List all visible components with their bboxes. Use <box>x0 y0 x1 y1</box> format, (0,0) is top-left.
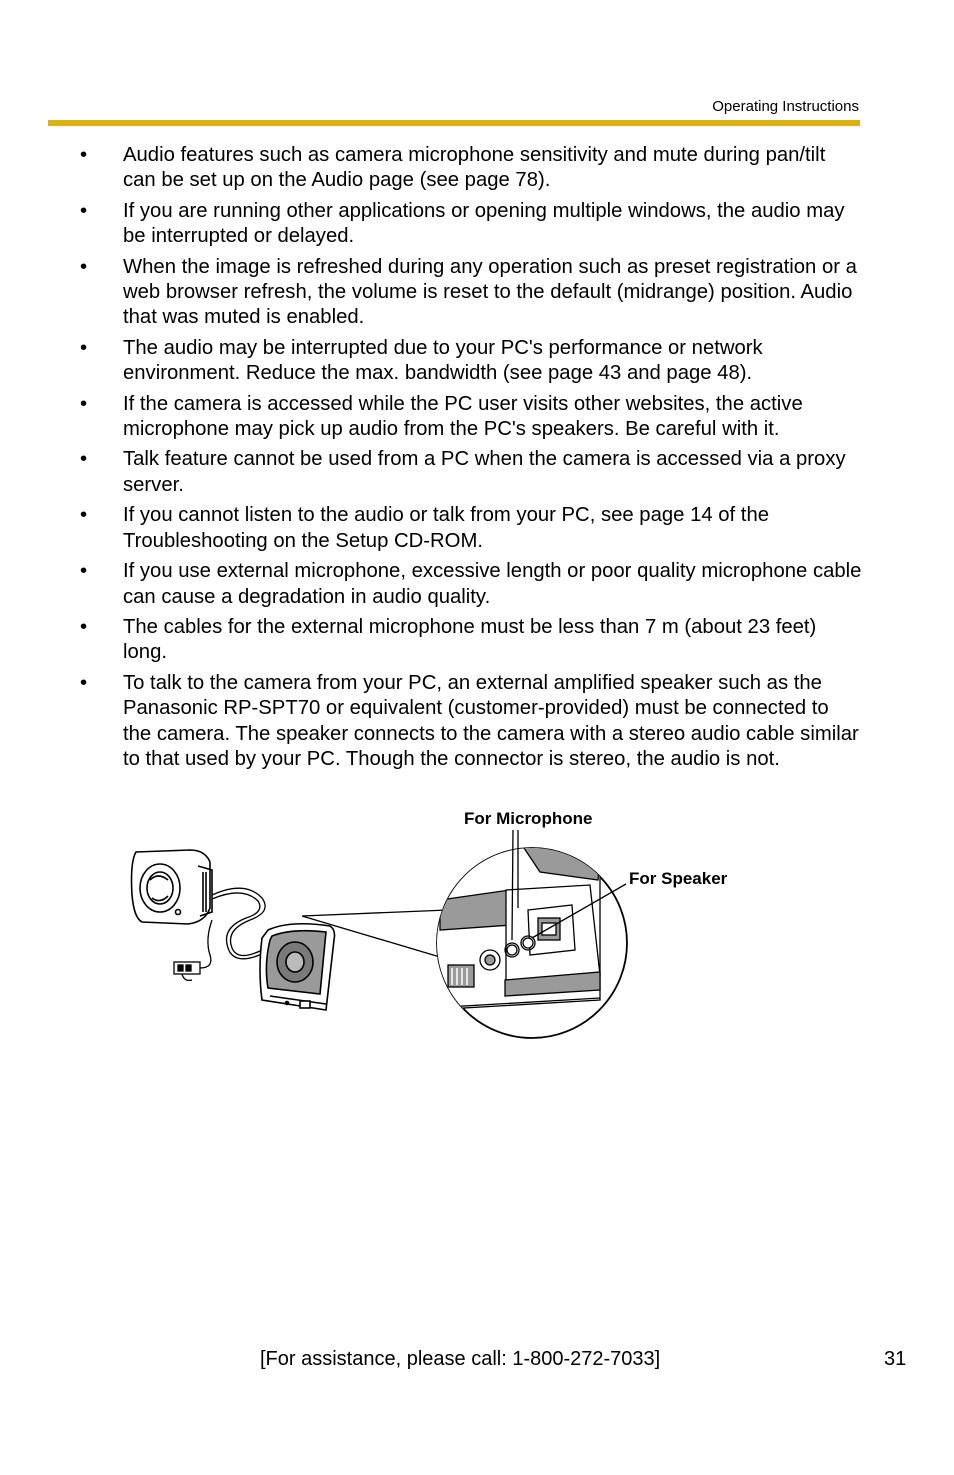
bullet-list <box>0 143 954 777</box>
bullet-text: If you are running other applications or opening multiple windows, the audio may be interrupted or delayed. <box>123 199 845 248</box>
bullet-text: If you cannot listen to the audio or talk from your PC, see page 14 of the Troubleshooting on the Setup CD-ROM. <box>123 504 769 552</box>
bullet-text: To talk to the camera from your PC, an external amplified speaker such as the Panasonic RP-SPT70 or equivalent (customer-provided) must be connected to the camera. The speaker connects to the camera with a stereo audio cable similar to that used by your PC. Though the connector is stereo, the audio is not. <box>123 671 859 770</box>
bullet-text: Talk feature cannot be used from a PC when the camera is accessed via a proxy server. <box>123 448 846 496</box>
camera-illustration <box>132 850 213 924</box>
list-item <box>0 503 954 554</box>
list-item <box>0 143 954 194</box>
list-item <box>0 671 954 773</box>
list-item <box>0 447 954 498</box>
page-number: 31 <box>884 1348 907 1370</box>
list-item <box>0 392 954 443</box>
microphone-callout: For Microphone <box>464 809 593 828</box>
bullet-text: The cables for the external microphone must be less than 7 m (about 23 feet) long. <box>123 615 817 664</box>
bullet-icon: • <box>80 255 88 278</box>
connection-illustration <box>0 800 954 1050</box>
bullet-text: If the camera is accessed while the PC user visits other websites, the active microphone may pick up audio from the PC's speakers. Be careful with it. <box>123 392 803 441</box>
bullet-icon: • <box>80 504 88 527</box>
bullet-text: Audio features such as camera microphone sensitivity and mute during pan/tilt can be set up on the Audio page (see page 78). <box>123 144 826 192</box>
magnified-jack-panel <box>430 830 627 1038</box>
connection-figure <box>0 800 954 1050</box>
bullet-icon: • <box>80 671 88 694</box>
list-item <box>0 559 954 610</box>
bullet-icon: • <box>80 615 88 638</box>
bullet-icon: • <box>80 560 88 583</box>
bullet-text: When the image is refreshed during any operation such as preset registration or a web browser refresh, the volume is reset to the default (midrange) position. Audio that was muted is enabled. <box>123 255 857 329</box>
bullet-icon: • <box>80 144 88 166</box>
plug-icon <box>174 962 200 980</box>
list-item <box>0 255 954 331</box>
list-item <box>0 615 954 666</box>
speaker-callout: For Speaker <box>629 869 728 888</box>
bullet-icon: • <box>80 392 88 415</box>
bullet-icon: • <box>80 336 88 359</box>
bullet-icon: • <box>80 448 88 471</box>
header-title: Operating Instructions <box>712 98 859 115</box>
header-rule <box>48 120 860 126</box>
speaker-illustration <box>260 924 335 1010</box>
bullet-icon: • <box>80 199 88 222</box>
footer-assistance: [For assistance, please call: 1-800-272-7033] <box>260 1348 661 1370</box>
bullet-text: The audio may be interrupted due to your PC's performance or network environment. Reduce the max. bandwidth (see page 43 and page 48). <box>123 336 763 385</box>
list-item <box>0 336 954 387</box>
list-item <box>0 199 954 250</box>
bullet-text: If you use external microphone, excessive length or poor quality microphone cable can cause a degradation in audio quality. <box>123 560 862 608</box>
